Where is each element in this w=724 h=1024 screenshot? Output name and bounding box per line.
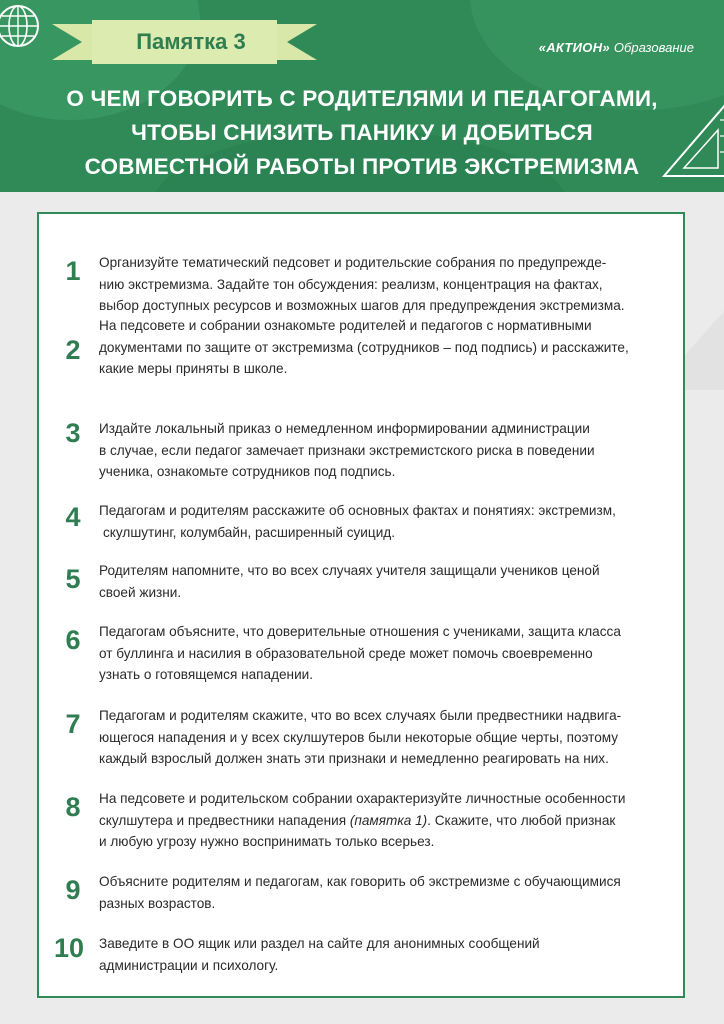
item-line: скулшутинг, колумбайн, расширенный суицид. bbox=[103, 524, 395, 540]
item-text bbox=[99, 705, 664, 770]
item-line bbox=[99, 810, 664, 832]
page-title bbox=[20, 82, 704, 184]
item-text bbox=[99, 500, 664, 543]
brand-name: «АКТИОН» bbox=[538, 40, 610, 55]
item-number: 1 bbox=[65, 256, 81, 286]
item-number: 10 bbox=[53, 933, 85, 963]
item-line: и любую угрозу нужно воспринимать только всерьез. bbox=[99, 834, 435, 849]
item-text bbox=[99, 933, 664, 976]
brand-logo bbox=[539, 40, 694, 55]
item-line: Заведите в ОО ящик или раздел на сайте для анонимных сообщений bbox=[99, 936, 540, 951]
item-text bbox=[99, 418, 664, 483]
item-line: узнать о готовящемся нападении. bbox=[99, 667, 314, 682]
item-line: ющегося нападения и у всех скулшутеров были некоторые общие черты, поэтому bbox=[99, 729, 619, 745]
item-line: разных возрастов. bbox=[99, 895, 216, 911]
header-banner bbox=[0, 0, 724, 192]
item-text bbox=[99, 315, 664, 380]
ribbon-label: Памятка 3 bbox=[136, 29, 246, 54]
item-line: в случае, если педагог замечает признаки экстремистского риска в поведении bbox=[99, 442, 595, 458]
item-line: нию экстремизма. Задайте тон обсуждения: реализм, концентрация на фактах, bbox=[99, 276, 603, 292]
item-line: каждый взрослый должен знать эти признаки и немедленно реагировать на них. bbox=[99, 751, 609, 766]
item-line: Педагогам и родителям скажите, что во всех случаях были предвестники надвига- bbox=[99, 708, 622, 723]
item-number: 5 bbox=[65, 564, 81, 594]
item-line: На педсовете и родительском собрании охарактеризуйте личностные особенности bbox=[99, 791, 626, 806]
item-number: 4 bbox=[65, 502, 81, 532]
item-line: Педагогам и родителям расскажите об основных фактах и понятиях: экстремизм, bbox=[99, 503, 616, 518]
item-number: 2 bbox=[65, 335, 81, 365]
item-line: Издайте локальный приказ о немедленном информировании администрации bbox=[99, 421, 590, 436]
item-number: 3 bbox=[65, 418, 81, 448]
memo-reference: (памятка 1) bbox=[349, 812, 428, 828]
item-line: документами по защите от экстремизма (сотрудников – под подпись) и расскажите, bbox=[99, 339, 629, 355]
item-line: какие меры приняты в школе. bbox=[99, 361, 288, 376]
globe-icon bbox=[0, 2, 46, 54]
item-number: 9 bbox=[65, 875, 81, 905]
item-number: 6 bbox=[65, 625, 81, 655]
item-line-part: скулшутера и предвестники нападения bbox=[99, 812, 350, 828]
item-line: ученика, ознакомьте сотрудников под подпись. bbox=[99, 464, 396, 479]
brand-sub: Образование bbox=[613, 40, 694, 55]
item-text bbox=[99, 252, 664, 317]
item-line: Организуйте тематический педсовет и родительские собрания по предупрежде- bbox=[99, 255, 607, 270]
item-line: Родителям напомните, что во всех случаях учителя защищали учеников ценой bbox=[99, 563, 600, 578]
item-line: администрации и психологу. bbox=[99, 957, 279, 973]
item-text bbox=[99, 621, 664, 686]
triangle-ruler-icon bbox=[658, 100, 724, 180]
title-line: СОВМЕСТНОЙ РАБОТЫ ПРОТИВ ЭКСТРЕМИЗМА bbox=[84, 154, 640, 179]
item-line: выбор доступных ресурсов и возможных шагов для предупреждения экстремизма. bbox=[99, 298, 625, 313]
item-line: На педсовете и собрании ознакомьте родителей и педагогов с нормативными bbox=[99, 318, 592, 333]
item-line-part: . Скажите, что любой признак bbox=[427, 812, 616, 828]
memo-card bbox=[37, 212, 685, 998]
item-line: от буллинга и насилия в образовательной среде может помочь своевременно bbox=[99, 645, 593, 661]
item-number: 7 bbox=[65, 709, 81, 739]
item-text bbox=[99, 788, 664, 853]
item-line: Объясните родителям и педагогам, как говорить об экстремизме с обучающимися bbox=[99, 874, 621, 889]
item-text bbox=[99, 560, 664, 603]
item-line: своей жизни. bbox=[99, 584, 182, 600]
title-line: ЧТОБЫ СНИЗИТЬ ПАНИКУ И ДОБИТЬСЯ bbox=[131, 120, 593, 145]
item-number: 8 bbox=[65, 792, 81, 822]
title-line: О ЧЕМ ГОВОРИТЬ С РОДИТЕЛЯМИ И ПЕДАГОГАМИ, bbox=[66, 86, 658, 111]
item-text bbox=[99, 871, 664, 914]
item-line: Педагогам объясните, что доверительные отношения с учениками, защита класса bbox=[99, 624, 621, 639]
